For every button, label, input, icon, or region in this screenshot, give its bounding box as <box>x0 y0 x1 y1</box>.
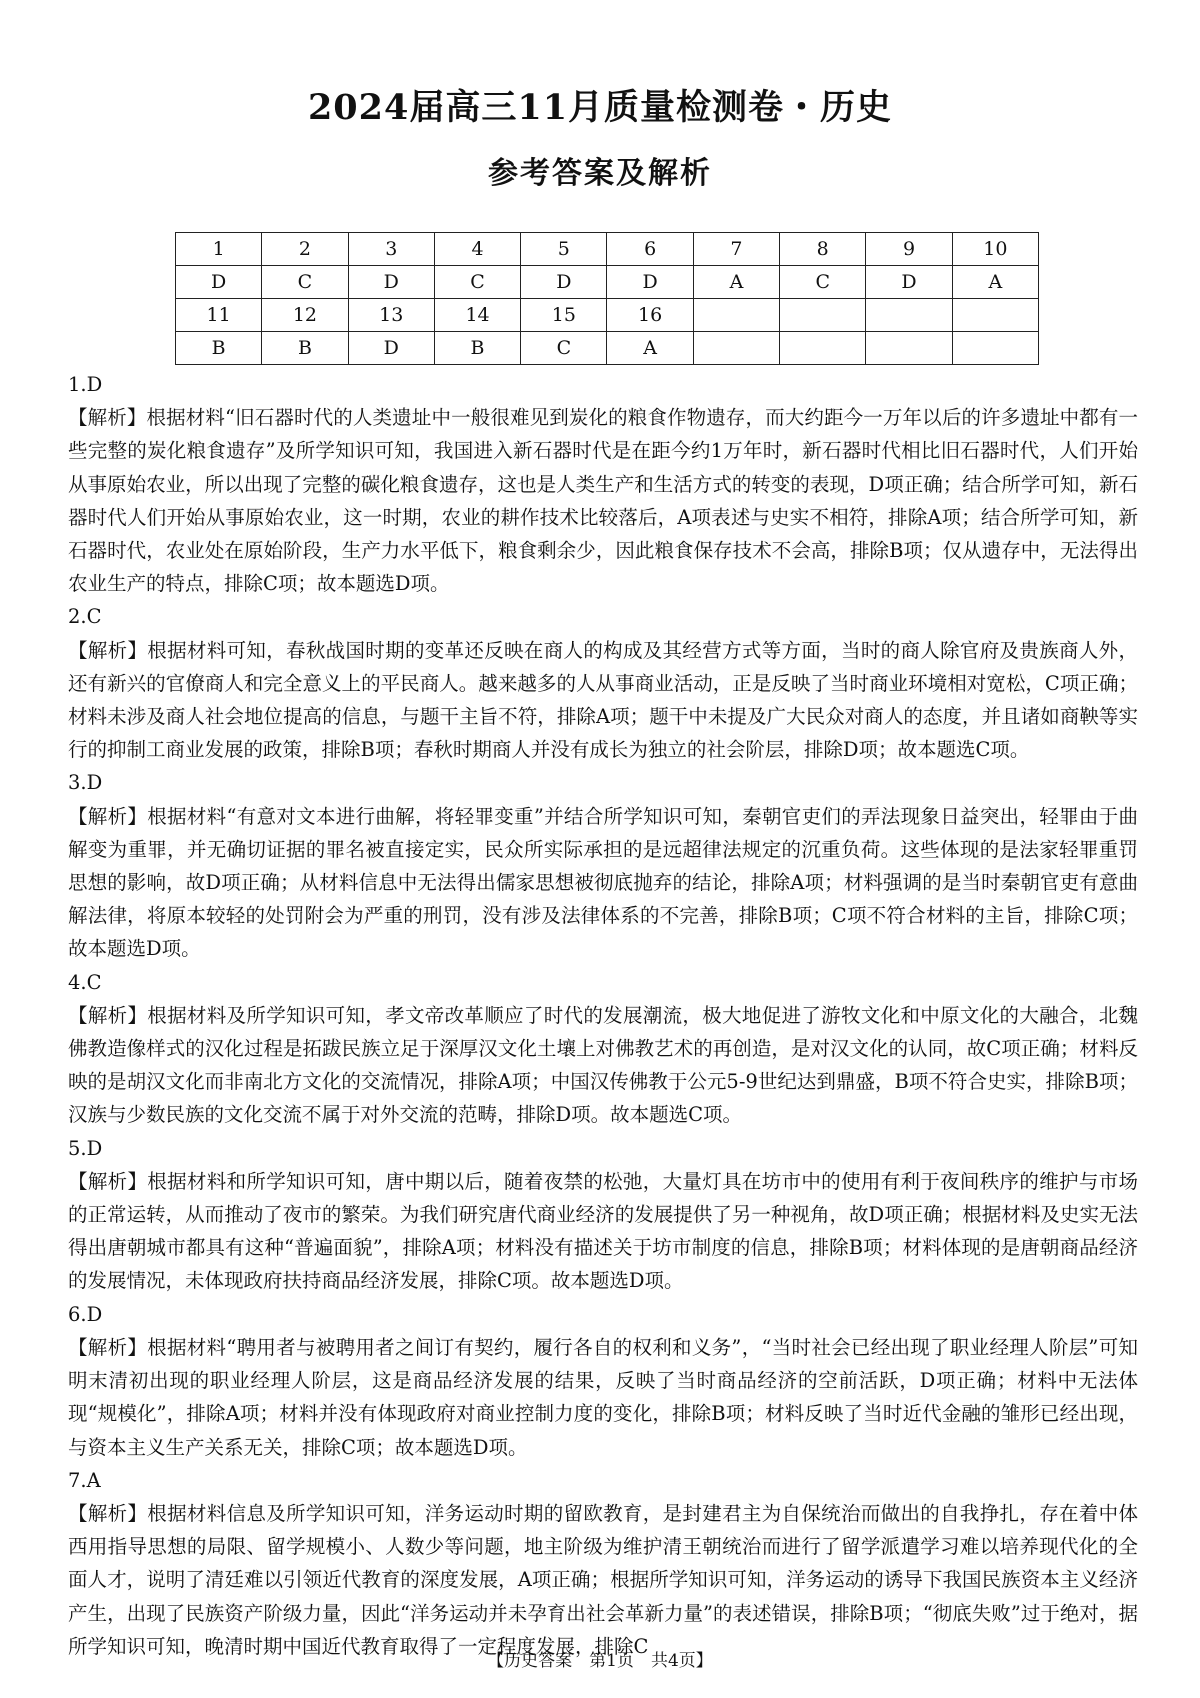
question-answer-label: 2.C <box>68 605 102 629</box>
answer-table-cell <box>866 299 952 332</box>
answer-table-cell <box>952 299 1038 332</box>
question-answer-label: 3.D <box>68 771 103 795</box>
answer-table-cell: 11 <box>176 299 262 332</box>
answer-table-row <box>176 332 1039 365</box>
question-answer-label: 7.A <box>68 1468 101 1492</box>
answer-table-cell: 8 <box>780 233 866 266</box>
answer-table-cell: 9 <box>866 233 952 266</box>
answer-table-cell: 15 <box>521 299 607 332</box>
question-explanation: 【解析】根据材料“聘用者与被聘用者之间订有契约，履行各自的权利和义务”，“当时社会已经出现了职业经理人阶层”可知明末清初出现的职业经理人阶层，这是商品经济发展的结果，反映了当时商品经济的空前活跃，D项正确；材料中无法体现“规模化”，排除A项；材料并没有体现政府对商业控制力度的变化，排除B项；材料反映了当时近代金融的雏形已经出现，与资本主义生产关系无关，排除C项；故本题选D项。 <box>68 1335 1138 1459</box>
answer-table-cell: 2 <box>262 233 348 266</box>
question-answer-label: 6.D <box>68 1302 103 1326</box>
answer-table-cell: B <box>262 332 348 365</box>
answer-table-cell: 3 <box>348 233 434 266</box>
answer-table-cell: C <box>434 266 520 299</box>
answer-table-cell: A <box>693 266 779 299</box>
answer-table-cell: 1 <box>176 233 262 266</box>
answer-table-cell: C <box>521 332 607 365</box>
answer-table-cell: D <box>521 266 607 299</box>
answer-table-cell <box>952 332 1038 365</box>
answer-table <box>175 232 1039 365</box>
page-subtitle: 参考答案及解析 <box>488 156 712 191</box>
question-explanation: 【解析】根据材料“旧石器时代的人类遗址中一般很难见到炭化的粮食作物遗存，而大约距今一万年以后的许多遗址中都有一些完整的炭化粮食遗存”及所学知识可知，我国进入新石器时代是在距今约1万年时，新石器时代相比旧石器时代，人们开始从事原始农业，所以出现了完整的碳化粮食遗存，这也是人类生产和生活方式的转变的表现，D项正确；结合所学可知，新石器时代人们开始从事原始农业，这一时期，农业的耕作技术比较落后，A项表述与史实不相符，排除A项；结合所学可知，新石器时代，农业处在原始阶段，生产力水平低下，粮食剩余少，因此粮食保存技术不会高，排除B项；仅从遗存中，无法得出农业生产的特点，排除C项；故本题选D项。 <box>68 406 1138 596</box>
answer-table-cell: 5 <box>521 233 607 266</box>
answer-table-cell: D <box>866 266 952 299</box>
answer-table-cell: D <box>607 266 693 299</box>
answer-table-cell: 13 <box>348 299 434 332</box>
answer-table-row <box>176 299 1039 332</box>
question-answer-label: 1.D <box>68 373 103 396</box>
answer-table-cell <box>693 332 779 365</box>
question-explanation: 【解析】根据材料和所学知识可知，唐中期以后，随着夜禁的松弛，大量灯具在坊市中的使用有利于夜间秩序的维护与市场的正常运转，从而推动了夜市的繁荣。为我们研究唐代商业经济的发展提供了另一种视角，故D项正确；根据材料及史实无法得出唐朝城市都具有这种“普遍面貌”，排除A项；材料没有描述关于坊市制度的信息，排除B项；材料体现的是唐朝商品经济的发展情况，未体现政府扶持商品经济发展，排除C项。故本题选D项。 <box>68 1169 1138 1293</box>
answer-table-cell <box>780 332 866 365</box>
answer-table-row <box>176 233 1039 266</box>
answer-table-cell: 10 <box>952 233 1038 266</box>
answer-table-cell: B <box>434 332 520 365</box>
answer-table-cell: 16 <box>607 299 693 332</box>
question-explanation: 【解析】根据材料“有意对文本进行曲解，将轻罪变重”并结合所学知识可知，秦朝官吏们的弄法现象日益突出，轻罪由于曲解变为重罪，并无确切证据的罪名被直接定实，民众所实际承担的是远超律法规定的沉重负荷。这些体现的是法家轻罪重罚思想的影响，故D项正确；从材料信息中无法得出儒家思想被彻底抛弃的结论，排除A项；材料强调的是当时秦朝官吏有意曲解法律，将原本较轻的处罚附会为严重的刑罚，没有涉及法律体系的不完善，排除B项；C项不符合材料的主旨，排除C项；故本题选D项。 <box>68 804 1138 961</box>
question-answer-label: 4.C <box>68 970 102 994</box>
answer-table-cell: A <box>952 266 1038 299</box>
page-title: 2024届高三11月质量检测卷・历史 <box>307 87 893 128</box>
question-explanation: 【解析】根据材料可知，春秋战国时期的变革还反映在商人的构成及其经营方式等方面，当时的商人除官府及贵族商人外，还有新兴的官僚商人和完全意义上的平民商人。越来越多的人从事商业活动，正是反映了当时商业环境相对宽松，C项正确；材料未涉及商人社会地位提高的信息，与题干主旨不符，排除A项；题干中未提及广大民众对商人的态度，并且诸如商鞅等实行的抑制工商业发展的政策，排除B项；春秋时期商人并没有成长为独立的社会阶层，排除D项；故本题选C项。 <box>68 638 1138 762</box>
question-explanation: 【解析】根据材料及所学知识可知，孝文帝改革顺应了时代的发展潮流，极大地促进了游牧文化和中原文化的大融合，北魏佛教造像样式的汉化过程是拓跋民族立足于深厚汉文化土壤上对佛教艺术的再创造，是对汉文化的认同，故C项正确；材料反映的是胡汉文化而非南北方文化的交流情况，排除A项；中国汉传佛教于公元5-9世纪达到鼎盛，B项不符合史实，排除B项；汉族与少数民族的文化交流不属于对外交流的范畴，排除D项。故本题选C项。 <box>68 1003 1138 1127</box>
answer-table-cell: B <box>176 332 262 365</box>
answer-table-cell: D <box>176 266 262 299</box>
answer-table-cell <box>780 299 866 332</box>
explanations <box>68 368 1138 1663</box>
page-footer: 【历史答案 第1页 共4页】 <box>487 1651 713 1671</box>
answer-table-cell <box>693 299 779 332</box>
answer-table-cell: C <box>780 266 866 299</box>
answer-table-cell: 14 <box>434 299 520 332</box>
question-explanation: 【解析】根据材料信息及所学知识可知，洋务运动时期的留欧教育，是封建君主为自保统治而做出的自我挣扎，存在着中体西用指导思想的局限、留学规模小、人数少等问题，地主阶级为维护清王朝统治而进行了留学派遣学习难以培养现代化的全面人才，说明了清廷难以引领近代教育的深度发展，A项正确；根据所学知识可知，洋务运动的诱导下我国民族资本主义经济产生，出现了民族资产阶级力量，因此“洋务运动并未孕育出社会革新力量”的表述错误，排除B项；“彻底失败”过于绝对，据所学知识可知，晚清时期中国近代教育取得了一定程度发展，排除C <box>68 1501 1138 1658</box>
answer-table-cell: A <box>607 332 693 365</box>
question-answer-label: 5.D <box>68 1136 103 1160</box>
answer-table-cell: 6 <box>607 233 693 266</box>
answer-table-cell: 4 <box>434 233 520 266</box>
answer-table-row <box>176 266 1039 299</box>
answer-table-cell: 12 <box>262 299 348 332</box>
answer-table-cell: C <box>262 266 348 299</box>
answer-table-cell: 7 <box>693 233 779 266</box>
answer-table-cell: D <box>348 266 434 299</box>
answer-table-cell: D <box>348 332 434 365</box>
answer-table-cell <box>866 332 952 365</box>
